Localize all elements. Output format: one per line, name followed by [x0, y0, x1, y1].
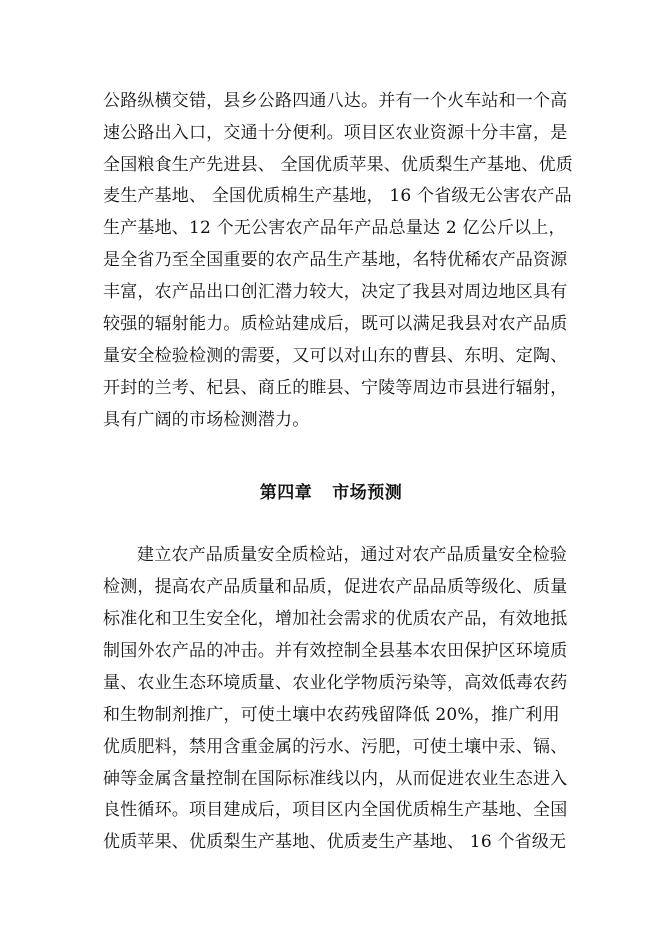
paragraph-line: 良性循环。项目建成后，项目区内全国优质棉生产基地、全国 [103, 800, 568, 820]
paragraph-line: 公路纵横交错，县乡公路四通八达。并有一个火车站和一个高 [103, 91, 568, 111]
paragraph-line: 和生物制剂推广，可使土壤中农药残留降低 20%，推广利用 [103, 705, 560, 725]
paragraph-line: 标准化和卫生安全化，增加社会需求的优质农产品，有效地抵 [103, 609, 568, 629]
paragraph-line: 开封的兰考、杞县、商丘的睢县、宁陵等周边市县进行辐射， [103, 378, 568, 398]
chapter-number: 第四章 [259, 483, 313, 503]
paragraph-line: 生产基地、12 个无公害农产品年产品总量达 2 亿公斤以上， [103, 218, 566, 238]
paragraph-line: 制国外农产品的冲击。并有效控制全县基本农田保护区环境质 [103, 641, 568, 661]
chapter-heading [0, 478, 662, 503]
paragraph-line: 是全省乃至全国重要的农产品生产基地，名特优稀农产品资源 [103, 250, 568, 270]
paragraph-line: 全国粮食生产先进县、 全国优质苹果、优质梨生产基地、优质 [103, 155, 574, 175]
paragraph-line: 砷等金属含量控制在国际标准线以内，从而促进农业生态进入 [103, 769, 568, 789]
paragraph-line: 麦生产基地、 全国优质棉生产基地， 16 个省级无公害农产品 [103, 186, 572, 206]
paragraph-line: 优质苹果、优质梨生产基地、优质麦生产基地、 16 个省级无 [103, 832, 567, 852]
paragraph-line: 丰富，农产品出口创汇潜力较大，决定了我县对周边地区具有 [103, 282, 568, 302]
paragraph-line: 速公路出入口，交通十分便利。项目区农业资源十分丰富，是 [103, 123, 568, 143]
chapter-title: 市场预测 [332, 483, 403, 503]
paragraph-line: 量安全检验检测的需要，又可以对山东的曹县、东明、定陶、 [103, 346, 568, 366]
paragraph-line: 量、农业生态环境质量、农业化学物质污染等，高效低毒农药 [103, 673, 568, 693]
paragraph-line: 优质肥料，禁用含重金属的污水、污肥，可使土壤中汞、镉、 [103, 737, 568, 757]
paragraph-line: 检测，提高农产品质量和品质，促进农产品品质等级化、质量 [103, 577, 568, 597]
paragraph-line: 较强的辐射能力。质检站建成后，既可以满足我县对农产品质 [103, 314, 568, 334]
paragraph-line: 建立农产品质量安全质检站，通过对农产品质量安全检验 [137, 545, 567, 565]
paragraph-line: 具有广阔的市场检测潜力。 [103, 410, 310, 430]
